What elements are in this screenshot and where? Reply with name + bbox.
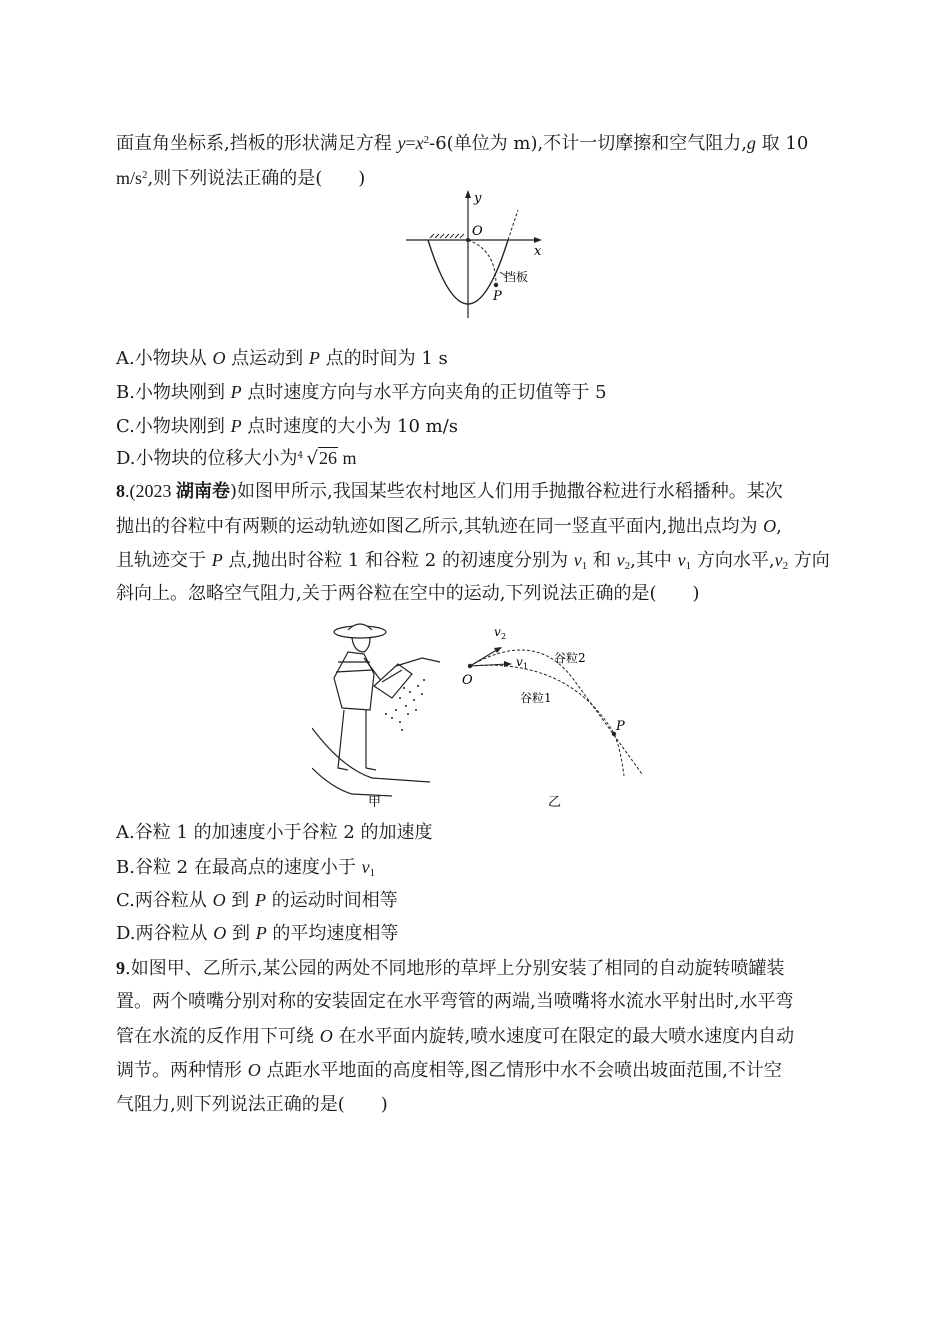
eq-exponent: 2 (423, 134, 430, 146)
q8-stem-text: 斜向上。忽略空气阻力,关于两谷粒在空中的运动,下列说法正确的是( ) (116, 583, 700, 604)
option-text: D.两谷粒从 (116, 923, 214, 944)
q8-stem-text: ,其中 (630, 550, 678, 571)
option-text: 到 (225, 890, 256, 911)
option-text: B.谷粒 2 在最高点的速度小于 (116, 857, 362, 878)
q9-stem-text: 调节。两种情形 (116, 1060, 248, 1081)
question-number: 8 (116, 481, 125, 501)
q7-stem-text: 取 10 (755, 133, 809, 154)
unit-ms: m/s (116, 168, 143, 188)
v2-label-sub: 2 (501, 632, 507, 641)
var-v: v (573, 550, 582, 570)
option-text: 点的时间为 1 s (319, 348, 448, 369)
q9-stem-text: .如图甲、乙所示,某公园的两处不同地形的草坪上分别安装了相同的自动旋转喷罐装 (125, 958, 785, 979)
q8-stem-text: , (776, 516, 782, 537)
option-text: 到 (226, 923, 256, 944)
option-text: 点时速度的大小为 10 m/s (241, 416, 459, 437)
v2-arrow-icon (494, 647, 502, 653)
var-v: v (677, 550, 686, 570)
v1-label-sub: 1 (523, 662, 529, 671)
q8-stem-text: 抛出的谷粒中有两颗的运动轨迹如图乙所示,其轨迹在同一竖直平面内,抛出点均为 (116, 516, 764, 537)
q9-stem-text: 置。两个喷嘴分别对称的安装固定在水平弯管的两端,当喷嘴将水流水平射出时,水平弯 (116, 991, 794, 1012)
q9-stem-line-2 (116, 990, 793, 1014)
radical-sign-icon: √ (306, 448, 318, 469)
q8-stem-text: )如图甲所示,我国某些农村地区人们用手抛撒谷粒进行水稻播种。某次 (230, 481, 783, 502)
point-p (494, 283, 498, 287)
q8-figure-yi (456, 618, 656, 810)
q8-stem-text: 方向 (788, 550, 830, 571)
var-p: P (230, 382, 242, 402)
q8-stem-text: 方向水平, (691, 550, 775, 571)
q8-source-exam: 湖南卷 (176, 481, 230, 502)
q9-stem-text: 气阻力,则下列说法正确的是( ) (116, 1094, 388, 1115)
axis-label-y: y (474, 191, 482, 206)
ground-hatching (430, 234, 464, 238)
option-text: 点时速度方向与水平方向夹角的正切值等于 5 (241, 382, 607, 403)
root-index: 4 (297, 451, 304, 461)
q7-stem-line-1 (116, 128, 808, 156)
trajectory-diagram (456, 618, 656, 810)
farmer-illustration (312, 618, 442, 810)
option-text: A.谷粒 1 的加速度小于谷粒 2 的加速度 (116, 822, 433, 843)
grain-2-label: 谷粒2 (554, 651, 586, 665)
option-text: C.两谷粒从 (116, 890, 213, 911)
var-o: O (212, 348, 226, 368)
figure-label-jia: 甲 (368, 795, 382, 810)
q7-stem-text: 面直角坐标系,挡板的形状满足方程 (116, 133, 398, 154)
option-text: C.小物块刚到 (116, 416, 231, 437)
q8-source: .(2023 (125, 481, 176, 501)
q9-stem-text: 在水平面内旋转,喷水速度可在限定的最大喷水速度内自动 (332, 1026, 795, 1047)
option-text: B.小物块刚到 (116, 382, 231, 403)
var-o: O (213, 923, 227, 943)
q7-option-a (116, 346, 448, 371)
q8-stem-text: 点,抛出时谷粒 1 和谷粒 2 的初速度分别为 (222, 550, 574, 571)
var-g: g (746, 133, 756, 153)
eq-equals: = (405, 133, 416, 153)
option-text: 的平均速度相等 (266, 923, 399, 944)
subscript-1: 1 (581, 560, 588, 572)
option-text: 的运动时间相等 (266, 890, 398, 911)
var-v: v (616, 550, 625, 570)
q8-stem-text: 和 (587, 550, 617, 571)
q8-stem-line-3 (116, 548, 830, 578)
q7-option-b (116, 380, 607, 405)
board-label: 挡板 (504, 270, 529, 284)
var-p: P (230, 416, 242, 436)
var-o: O (319, 1026, 333, 1046)
q8-stem-line-2 (116, 514, 782, 539)
dashed-extension (508, 210, 518, 240)
var-p: P (255, 923, 267, 943)
origin-label: O (462, 673, 473, 688)
q8-stem-line-4 (116, 582, 700, 606)
var-p: P (211, 550, 223, 570)
y-axis-arrow-icon (465, 190, 471, 198)
q9-stem-line-5 (116, 1093, 388, 1117)
subscript-2: 2 (782, 560, 789, 572)
fourth-root (298, 446, 338, 471)
point-p-label: P (616, 719, 625, 734)
point-p-label: P (493, 289, 502, 304)
var-o: O (212, 890, 226, 910)
origin-label: O (472, 224, 483, 239)
subscript-1: 1 (369, 867, 376, 879)
q9-stem-line-3 (116, 1024, 794, 1049)
x-axis-arrow-icon (534, 237, 542, 243)
subscript-2: 2 (624, 560, 631, 572)
option-text: 点运动到 (225, 348, 309, 369)
option-text: A.小物块从 (116, 348, 213, 369)
option-text: D.小物块的位移大小为 (116, 448, 298, 469)
eq-var-x: x (415, 133, 424, 153)
trajectory-grain-1 (470, 665, 624, 776)
grain-1-label: 谷粒1 (520, 691, 552, 705)
q7-option-d (116, 446, 357, 471)
question-number: 9 (116, 958, 125, 978)
var-o: O (247, 1060, 261, 1080)
var-v: v (361, 857, 370, 877)
var-p: P (255, 890, 267, 910)
trajectory-o-to-p (468, 240, 496, 285)
subscript-1: 1 (685, 560, 692, 572)
var-v: v (774, 550, 783, 570)
trajectory-grain-2 (470, 650, 642, 774)
q7-stem-text: -6(单位为 m),不计一切摩擦和空气阻力, (429, 133, 747, 154)
axis-label-x: x (534, 244, 542, 259)
q9-stem-text: 管在水流的反作用下可绕 (116, 1026, 320, 1047)
q8-option-b (116, 855, 375, 885)
q8-option-c (116, 888, 398, 913)
q9-stem-line-4 (116, 1058, 782, 1083)
q8-figure-jia (312, 618, 442, 810)
q8-option-a (116, 821, 433, 845)
var-p: P (308, 348, 320, 368)
figure-label-yi: 乙 (548, 795, 562, 810)
v2-label: v (494, 625, 501, 639)
q8-stem-line-1 (116, 479, 783, 504)
unit-exponent: 2 (142, 169, 148, 181)
var-o: O (763, 516, 777, 536)
q8-stem-text: 且轨迹交于 (116, 550, 212, 571)
q7-stem-line-2 (116, 163, 365, 191)
v1-label: v (516, 655, 523, 669)
root-radicand: 26 (319, 448, 337, 468)
q8-option-d (116, 921, 398, 946)
q7-figure-svg (400, 188, 550, 323)
q9-stem-line-1 (116, 956, 784, 981)
q7-option-c (116, 414, 458, 439)
q7-figure (400, 188, 550, 323)
q7-stem-text: ,则下列说法正确的是( ) (147, 168, 366, 189)
q9-stem-text: 点距水平地面的高度相等,图乙情形中水不会喷出坡面范围,不计空 (260, 1060, 782, 1081)
option-text: m (338, 448, 357, 468)
eq-var-y: y (397, 133, 406, 153)
